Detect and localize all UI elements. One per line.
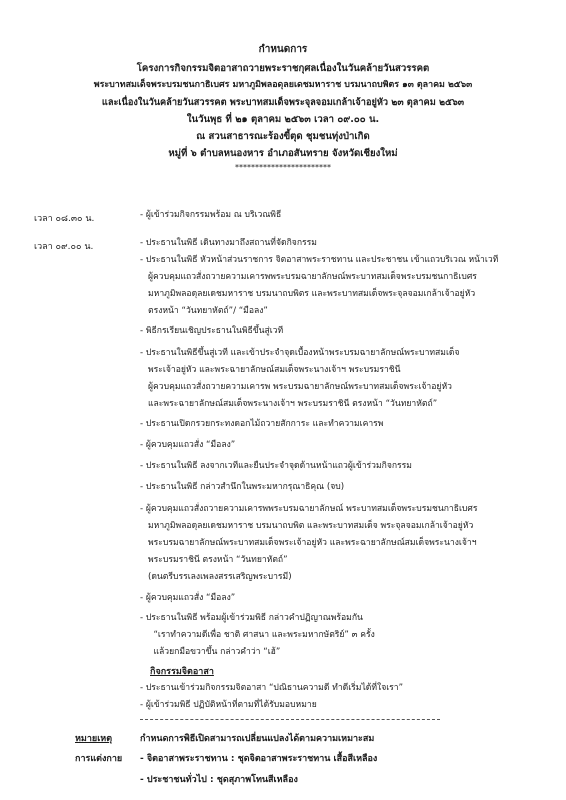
schedule-item — [140, 458, 560, 475]
schedule-time: เวลา ๐๘.๓๐ น. — [34, 214, 95, 224]
schedule-item-line: - ประธานในพิธีขึ้นสู่เวที และเข้าประจำจุดเบื้องหน้าพระบรมฉายาลักษณ์พระบาทสมเด็จ — [140, 348, 460, 358]
schedule-item — [140, 323, 560, 340]
schedule-item-line: - ประธานในพิธี พร้อมผู้เข้าร่วมพิธี กล่าวคำปฏิญาณพร้อมกัน — [140, 613, 363, 623]
header-address: หมู่ที่ ๖ ตำบลหนองหาร อำเภอสันทราย จังหวัดเชียงใหม่ — [168, 148, 398, 159]
schedule-item — [140, 235, 560, 252]
header-venue: ณ สวนสาธารณะร้องขี้ตุด ชุมชนทุ่งป่าเกิด — [196, 131, 370, 142]
schedule-item-line: - ผู้ควบคุมแถวสั่งถวายความเคารพพระบรมฉายาลักษณ์ พระบาทสมเด็จพระบรมชนกาธิเบศร — [140, 504, 478, 514]
schedule-item-line: และพระฉายาลักษณ์สมเด็จพระนางเจ้าฯ พระบรมราชินี ตรงหน้า “วันทยาหัตถ์” — [148, 399, 438, 409]
header-separator: ************************ — [235, 163, 331, 172]
volunteer-item-line: - ผู้เข้าร่วมพิธี ปฏิบัติหน้าที่ตามที่ได้รับมอบหมาย — [140, 700, 317, 710]
schedule-item — [140, 416, 560, 433]
schedule-item-line: ผู้ควบคุมแถวสั่งถวายความเคารพพระบรมฉายาลักษณ์พระบาทสมเด็จพระบรมชนกาธิเบศร — [148, 272, 477, 282]
schedule-item-line: (ดนตรีบรรเลงเพลงสรรเสริญพระบารมี) — [148, 572, 292, 582]
schedule-item — [140, 501, 560, 586]
divider — [140, 719, 440, 720]
schedule-item-line: “เราทำความดีเพื่อ ชาติ ศาสนา และพระมหากษัตริย์” ๓ ครั้ง — [148, 630, 375, 640]
header-line-1: โครงการกิจกรรมจิตอาสาถวายพระราชกุศลเนื่องในวันคล้ายวันสวรรคต — [136, 63, 430, 74]
schedule-item-line: - ประธานในพิธี ลงจากเวทีและยืนประจำจุดด้านหน้าแถวผู้เข้าร่วมกิจกรรม — [140, 461, 412, 471]
schedule-item-line: ตรงหน้า “วันทยาหัตถ์”/ “มือลง” — [148, 306, 268, 316]
volunteer-heading: กิจกรรมจิตอาสา — [150, 667, 214, 677]
schedule-time: เวลา ๐๙.๐๐ น. — [34, 242, 94, 252]
schedule-item-line: พระบรมราชินี ตรงหน้า “วันทยาหัตถ์” — [148, 555, 288, 565]
header-date-time: ในวันพุธ ที่ ๒๑ ตุลาคม ๒๕๖๓ เวลา ๐๙.๐๐ น. — [186, 114, 380, 125]
schedule-item-line: - ผู้ควบคุมแถวสั่ง “มือลง” — [140, 440, 236, 450]
volunteer-item-line: - ประธานเข้าร่วมกิจกรรมจิตอาสา “ปณิธานความดี ทำดีเริ่มได้ที่ใจเรา” — [140, 683, 404, 693]
schedule-item-line: ผู้ควบคุมแถวสั่งถวายความเคารพ พระบรมฉายาลักษณ์พระบาทสมเด็จพระเจ้าอยู่หัว — [148, 382, 452, 392]
schedule-item-line: - ประธานในพิธี กล่าวสำนึกในพระมหากรุณาธิคุณ (จบ) — [140, 482, 345, 492]
remarks-label: หมายเหตุ — [75, 734, 113, 744]
remarks-text: กำหนดการพิธีเปิดสามารถเปลี่ยนแปลงได้ตามความเหมาะสม — [140, 734, 375, 744]
schedule-item-line: - ประธานเปิดกรวยกระทงดอกไม้ถวายสักการะ และทำความเคารพ — [140, 419, 384, 429]
document-title: กำหนดการ — [258, 44, 308, 55]
schedule-item-line: - ผู้ควบคุมแถวสั่ง “มือลง” — [140, 593, 236, 603]
schedule-item-line: พระบรมฉายาลักษณ์พระบาทสมเด็จพระเจ้าอยู่หัว และพระฉายาลักษณ์สมเด็จพระนางเจ้าฯ — [148, 538, 477, 548]
header-line-2: พระบาทสมเด็จพระบรมชนกาธิเบศร มหาภูมิพลอดุลยเดชมหาราช บรมนาถบพิตร ๑๓ ตุลาคม ๒๕๖๓ — [93, 80, 473, 90]
dress-code-item: - ประชาชนทั่วไป : ชุดสุภาพโทนสีเหลือง — [140, 775, 298, 785]
schedule-item-line: - พิธีกรเรียนเชิญประธานในพิธีขึ้นสู่เวที — [140, 326, 284, 336]
dress-code-item: - จิตอาสาพระราชทาน : ชุดจิตอาสาพระราชทาน เสื้อสีเหลือง — [140, 754, 378, 764]
volunteer-item — [140, 680, 560, 697]
header-line-3: และเนื่องในวันคล้ายวันสวรรคต พระบาทสมเด็จพระจุลจอมเกล้าเจ้าอยู่หัว ๒๓ ตุลาคม ๒๕๖๓ — [101, 97, 465, 108]
schedule-item-line: - ประธานในพิธี เดินทางมาถึงสถานที่จัดกิจกรรม — [140, 238, 317, 248]
schedule-item-line: - ผู้เข้าร่วมกิจกรรมพร้อม ณ บริเวณพิธี — [140, 210, 282, 220]
volunteer-item — [140, 697, 560, 714]
schedule-item — [140, 479, 560, 496]
schedule-item-line: มหาภูมิพลอดุลยเดชมหาราช บรมนาถบพิต และพระบาทสมเด็จ พระจุลจอมเกล้าเจ้าอยู่หัว — [148, 521, 474, 531]
schedule-item — [140, 345, 560, 413]
schedule-item-line: พระเจ้าอยู่หัว และพระฉายาลักษณ์สมเด็จพระนางเจ้าฯ พระบรมราชินี — [148, 365, 401, 375]
schedule-item-line: มหาภูมิพลอดุลยเดชมหาราช บรมนาถบพิตร และพระบาทสมเด็จพระจุลจอมเกล้าเจ้าอยู่หัว — [148, 289, 476, 299]
schedule-item — [140, 252, 560, 320]
schedule-item — [140, 437, 560, 454]
schedule-item — [140, 590, 560, 607]
schedule-item-line: - ประธานในพิธี หัวหน้าส่วนราชการ จิตอาสาพระราชทาน และประชาชน เข้าแถวบริเวณ หน้าเวที — [140, 255, 499, 265]
schedule-item — [140, 610, 560, 661]
schedule-item — [140, 207, 560, 224]
dress-code-label: การแต่งกาย — [75, 754, 123, 764]
schedule-item-line: แล้วยกมือขวาขึ้น กล่าวคำว่า “เฮ้” — [148, 647, 281, 657]
